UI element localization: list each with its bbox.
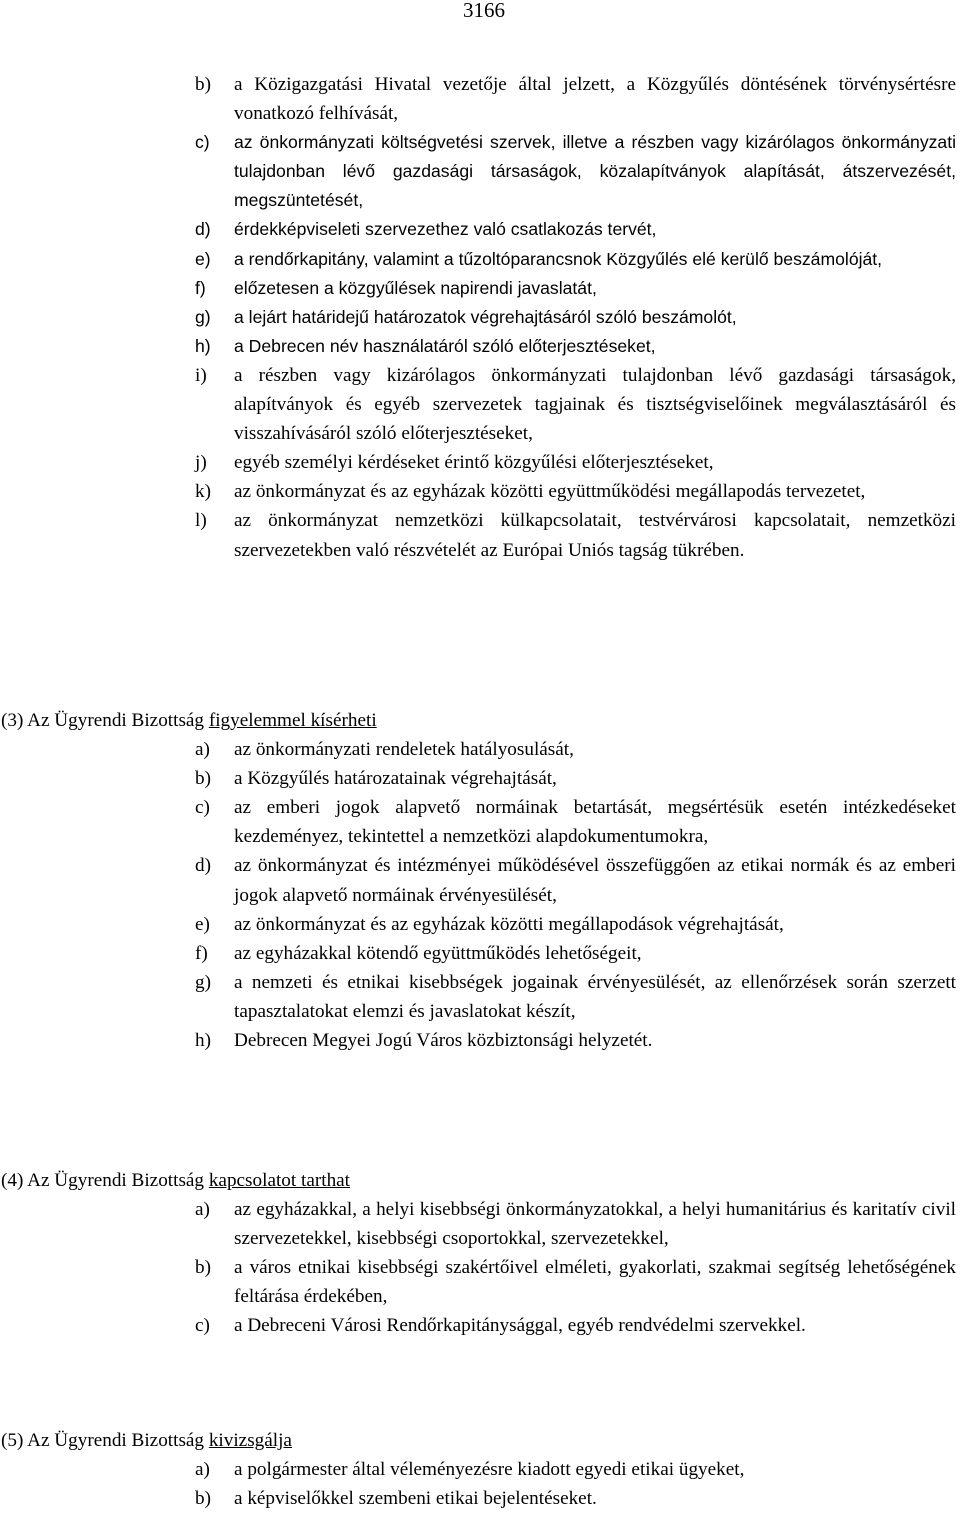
list-item-letter: c) <box>195 132 210 153</box>
list-item-letter: h) <box>195 1030 211 1052</box>
list-item <box>0 477 960 506</box>
list-item <box>0 303 960 332</box>
list-item-text: az önkormányzati költségvetési szervek, illetve a részben vagy kizárólagos önkormányzati tulajdonban lévő gazdasági társaságok, közalapítványok alapítását, átszervezését, megszüntetését, <box>234 132 956 211</box>
list-item-letter: b) <box>195 768 211 790</box>
list-item <box>0 1484 960 1513</box>
list-item-text: a nemzeti és etnikai kisebbségek jogainak érvényesülését, az ellenőrzések során szerzett tapasztalatokat elemzi és javaslatokat készít, <box>234 971 956 1022</box>
list-item <box>0 70 960 128</box>
list-item-letter: b) <box>195 1488 211 1510</box>
section-heading-underlined: kapcsolatot tarthat <box>208 1170 351 1191</box>
list-item-letter: e) <box>195 913 210 935</box>
list-item <box>0 764 960 793</box>
list-item-letter: g) <box>195 306 211 327</box>
section-heading-prefix: (5) Az Ügyrendi Bizottság <box>1 1430 209 1451</box>
list-item-text: a részben vagy kizárólagos önkormányzati tulajdonban lévő gazdasági társaságok, alapítványok és egyéb szervezetek tagjainak és tisztségviselőinek megválasztásáról és visszahívásáról szóló előterjesztéseket, <box>234 364 956 445</box>
section-3-heading <box>0 706 960 735</box>
list-section-2 <box>0 70 960 565</box>
list-item-letter: e) <box>195 248 211 269</box>
section-heading-underlined: kivizsgálja <box>208 1430 292 1451</box>
list-item-letter: i) <box>195 364 207 386</box>
list-item <box>0 1455 960 1484</box>
list-item <box>0 1026 960 1055</box>
list-item <box>0 245 960 274</box>
list-item-text: az egyházakkal kötendő együttműködés lehetőségeit, <box>234 942 642 964</box>
list-item <box>0 939 960 968</box>
section-heading-underlined: figyelemmel kísérheti <box>208 710 377 731</box>
list-item <box>0 735 960 764</box>
list-item <box>0 1195 960 1253</box>
list-item-letter: d) <box>195 219 211 240</box>
section-4-heading <box>0 1166 960 1195</box>
list-item-text: a Közgyűlés határozatainak végrehajtását, <box>234 768 557 790</box>
list-item <box>0 793 960 851</box>
list-item-letter: f) <box>195 942 208 964</box>
list-item-text: egyéb személyi kérdéseket érintő közgyűlési előterjesztéseket, <box>234 452 714 474</box>
list-item-letter: b) <box>195 1257 211 1279</box>
section-heading-prefix: (4) Az Ügyrendi Bizottság <box>1 1170 209 1191</box>
list-item-text: a képviselőkkel szembeni etikai bejelentéseket. <box>234 1488 597 1510</box>
section-3 <box>0 706 960 1055</box>
section-4 <box>0 1166 960 1341</box>
list-item-text: a Közigazgatási Hivatal vezetője által jelzett, a Közgyűlés döntésének törvénysértésre vonatkozó felhívását, <box>234 74 956 125</box>
list-item-letter: c) <box>195 1315 210 1337</box>
list-item-letter: a) <box>195 1199 210 1221</box>
list-item-text: a lejárt határidejű határozatok végrehajtásáról szóló beszámolót, <box>234 306 737 327</box>
list-item-text: a polgármester által véleményezésre kiadott egyedi etikai ügyeket, <box>234 1459 745 1481</box>
list-item-letter: c) <box>195 797 210 819</box>
list-item-text: az emberi jogok alapvető normáinak betartását, megsértésük esetén intézkedéseket kezdeményez, tekintettel a nemzetközi alapdokumentumokra, <box>234 797 956 848</box>
list-item <box>0 361 960 448</box>
list-item-letter: h) <box>195 335 211 356</box>
section-5 <box>0 1426 960 1513</box>
list-item-text: érdekképviseleti szervezethez való csatlakozás tervét, <box>234 219 657 240</box>
list-item <box>0 1253 960 1311</box>
list-item <box>0 968 960 1026</box>
list-item-letter: g) <box>195 971 211 993</box>
list-item-letter: b) <box>195 74 211 95</box>
list-item-text: az önkormányzat és az egyházak közötti együttműködési megállapodás tervezetet, <box>234 481 866 503</box>
list-item-text: az önkormányzat és az egyházak közötti megállapodások végrehajtását, <box>234 913 784 935</box>
list-item <box>0 332 960 361</box>
list-item-text: az önkormányzati rendeletek hatályosulását, <box>234 739 574 761</box>
section-5-heading <box>0 1426 960 1455</box>
list-item-text: a Debrecen név használatáról szóló előterjesztéseket, <box>234 335 656 356</box>
list-item <box>0 506 960 564</box>
list-item-text: az egyházakkal, a helyi kisebbségi önkormányzatokkal, a helyi humanitárius és karitatív civil szervezetekkel, kisebbségi csoportokkal, szervezetekkel, <box>234 1199 956 1250</box>
list-item-text: az önkormányzat és intézményei működésével összefüggően az etikai normák és az emberi jogok alapvető normáinak érvényesülését, <box>234 855 956 906</box>
list-item <box>0 448 960 477</box>
list-item-letter: j) <box>195 452 207 474</box>
list-item-text: az önkormányzat nemzetközi külkapcsolatait, testvérvárosi kapcsolatait, nemzetközi szervezetekben való részvételét az Európai Uniós tagság tükrében. <box>234 510 956 561</box>
list-item-letter: f) <box>195 277 206 298</box>
list-item-letter: a) <box>195 1459 210 1481</box>
list-item <box>0 128 960 215</box>
list-item-text: előzetesen a közgyűlések napirendi javaslatát, <box>234 277 597 298</box>
list-item-letter: a) <box>195 739 210 761</box>
list-item <box>0 910 960 939</box>
list-item <box>0 215 960 244</box>
list-item <box>0 851 960 909</box>
list-item-letter: l) <box>195 510 207 532</box>
list-item-letter: d) <box>195 855 211 877</box>
list-item-text: Debrecen Megyei Jogú Város közbiztonsági helyzetét. <box>234 1030 653 1052</box>
list-item-text: a rendőrkapitány, valamint a tűzoltóparancsnok Közgyűlés elé kerülő beszámolóját, <box>234 248 883 269</box>
list-item-letter: k) <box>195 481 211 503</box>
list-item <box>0 1311 960 1340</box>
section-heading-prefix: (3) Az Ügyrendi Bizottság <box>1 710 209 731</box>
list-item-text: a Debreceni Városi Rendőrkapitánysággal, egyéb rendvédelmi szervekkel. <box>234 1315 806 1337</box>
list-item-text: a város etnikai kisebbségi szakértőivel elméleti, gyakorlati, szakmai segítség lehetőségének feltárása érdekében, <box>234 1257 956 1308</box>
list-item <box>0 274 960 303</box>
page-number: 3166 <box>463 0 505 22</box>
